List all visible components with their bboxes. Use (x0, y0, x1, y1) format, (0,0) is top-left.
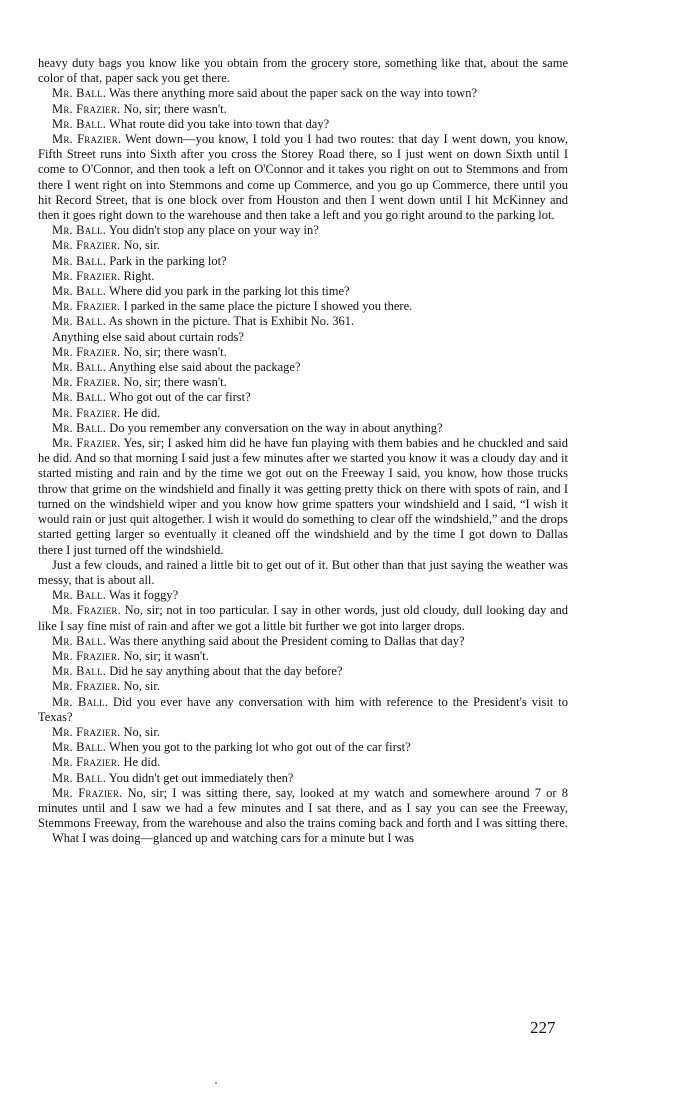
transcript-paragraph (38, 695, 568, 725)
paragraph-text: He did. (123, 755, 161, 770)
transcript-paragraph (38, 436, 568, 558)
paragraph-text: Park in the parking lot? (109, 253, 227, 268)
page-number: 227 (530, 1018, 556, 1037)
paragraph-text: Was there anything said about the President coming to Dallas that day? (109, 633, 465, 648)
paragraph-text: As shown in the picture. That is Exhibit No. 361. (108, 314, 355, 329)
paragraph-text: No, sir; not in too particular. I say in other words, just old cloudy, dull looking day and like I say fine mist of rain and after we got a little bit further we got into larger drops. (38, 603, 569, 633)
transcript-paragraph (38, 390, 568, 405)
speaker-label: Mr. Frazier. (52, 299, 121, 314)
speaker-label: Mr. Ball. (52, 116, 107, 131)
paragraph-text: Did you ever have any conversation with him with reference to the President's visit to Texas? (38, 694, 569, 724)
speaker-label: Mr. Frazier. (52, 679, 121, 694)
transcript-paragraph (38, 284, 568, 299)
speaker-label: Mr. Ball. (52, 284, 107, 299)
transcript-paragraph (38, 755, 568, 770)
transcript-paragraph (38, 102, 568, 117)
transcript-paragraph (38, 86, 568, 101)
transcript-paragraph (38, 588, 568, 603)
speaker-label: Mr. Ball. (52, 740, 107, 755)
paragraph-text: You didn't get out immediately then? (108, 770, 294, 785)
paragraph-text: What I was doing—glanced up and watching cars for a minute but I was (52, 831, 415, 846)
paragraph-text: You didn't stop any place on your way in? (108, 223, 319, 238)
paragraph-text: Went down—you know, I told you I had two routes: that day I went down, you know, Fifth Street runs into Sixth after you cross the Storey Road there, so I just went on down Sixth until I come to O'Connor, and then took a left on O'Connor and it takes you right on out to Stemmons and from there I went right on into Stemmons and come up Commerce, and you go up Commerce, there until you hit Record Street, that is one block over from Houston and then I went down until I hit McKinney and then it goes right down to the warehouse and then take a left and you go right around to the parking lot. (38, 132, 568, 223)
transcript-paragraph (38, 679, 568, 694)
speaker-label: Mr. Ball. (52, 360, 107, 375)
paragraph-text: No, sir; it wasn't. (123, 648, 209, 663)
paragraph-text: Right. (123, 268, 155, 283)
paragraph-text: No, sir. (123, 238, 160, 253)
transcript-paragraph (38, 314, 568, 329)
transcript-paragraph (38, 223, 568, 238)
paragraph-text: Was there anything more said about the paper sack on the way into town? (109, 86, 478, 101)
speaker-label: Mr. Frazier. (52, 603, 121, 618)
speaker-label: Mr. Frazier. (52, 405, 121, 420)
transcript-paragraph (38, 330, 568, 345)
transcript-paragraph (38, 421, 568, 436)
speaker-label: Mr. Ball. (52, 253, 107, 268)
transcript-paragraph (38, 345, 568, 360)
speaker-label: Mr. Frazier. (52, 101, 121, 116)
speaker-label: Mr. Ball. (52, 633, 107, 648)
speaker-label: Mr. Frazier. (52, 785, 123, 800)
speaker-label: Mr. Ball. (52, 314, 107, 329)
transcript-paragraph (38, 634, 568, 649)
speaker-label: Mr. Frazier. (52, 238, 121, 253)
transcript-paragraph (38, 664, 568, 679)
speaker-label: Mr. Frazier. (52, 724, 121, 739)
paragraph-text: Anything else said about curtain rods? (52, 329, 244, 344)
speaker-label: Mr. Frazier. (52, 436, 121, 451)
transcript-paragraph (38, 786, 568, 832)
speaker-label: Mr. Ball. (52, 770, 107, 785)
transcript-paragraph (38, 238, 568, 253)
speaker-label: Mr. Frazier. (52, 375, 121, 390)
paragraph-text: Who got out of the car first? (109, 390, 251, 405)
paragraph-text: Just a few clouds, and rained a little bit to get out of it. But other than that just saying the weather was messy, that is about all. (38, 557, 568, 587)
transcript-paragraph (38, 56, 568, 86)
paragraph-text: No, sir. (123, 679, 160, 694)
speaker-label: Mr. Frazier. (52, 344, 121, 359)
transcript-paragraph (38, 375, 568, 390)
scan-speck (215, 1082, 217, 1084)
paragraph-text: When you got to the parking lot who got out of the car first? (109, 740, 411, 755)
paragraph-text: Was it foggy? (109, 588, 179, 603)
speaker-label: Mr. Ball. (52, 694, 109, 709)
paragraph-text: heavy duty bags you know like you obtain from the grocery store, something like that, about the same color of that, paper sack you get there. (38, 56, 568, 86)
paragraph-text: He did. (123, 405, 161, 420)
testimony-transcript (38, 56, 568, 847)
transcript-paragraph (38, 269, 568, 284)
transcript-paragraph (38, 649, 568, 664)
speaker-label: Mr. Ball. (52, 588, 107, 603)
paragraph-text: No, sir; there wasn't. (123, 101, 227, 116)
paragraph-text: No, sir; there wasn't. (123, 344, 227, 359)
speaker-label: Mr. Frazier. (52, 648, 121, 663)
transcript-paragraph (38, 254, 568, 269)
transcript-paragraph (38, 132, 568, 223)
paragraph-text: I parked in the same place the picture I showed you there. (123, 299, 413, 314)
paragraph-text: Anything else said about the package? (108, 360, 301, 375)
transcript-paragraph (38, 117, 568, 132)
paragraph-text: Do you remember any conversation on the way in about anything? (109, 420, 443, 435)
speaker-label: Mr. Ball. (52, 390, 107, 405)
transcript-paragraph (38, 299, 568, 314)
speaker-label: Mr. Ball. (52, 664, 107, 679)
speaker-label: Mr. Ball. (52, 420, 107, 435)
transcript-paragraph (38, 831, 568, 846)
transcript-paragraph (38, 603, 568, 633)
paragraph-text: Did he say anything about that the day before? (109, 664, 343, 679)
speaker-label: Mr. Ball. (52, 223, 107, 238)
speaker-label: Mr. Frazier. (52, 268, 121, 283)
transcript-paragraph (38, 406, 568, 421)
paragraph-text: No, sir; there wasn't. (123, 375, 227, 390)
paragraph-text: Where did you park in the parking lot this time? (109, 284, 350, 299)
transcript-paragraph (38, 725, 568, 740)
transcript-paragraph (38, 558, 568, 588)
transcript-paragraph (38, 771, 568, 786)
paragraph-text: Yes, sir; I asked him did he have fun playing with them babies and he chuckled and said he did. And so that morning I said just a few minutes after we started you know it was a cloudy day and it started misting and rain and by the time we got out on the Freeway I said, you know, how those trucks throw that grime on the windshield and finally it was getting pretty thick on there with spots of rain, and I turned on the windshield wiper and you know how grime spatters your windshield and I said, “I wish it would rain or just quit altogether. I wish it would do something to clear off the windshield,” and the drops started getting larger so eventually it cleaned off the windshield and by the time I got down to Dallas there I just turned off the windshield. (38, 436, 568, 557)
paragraph-text: What route did you take into town that day? (109, 116, 330, 131)
transcript-paragraph (38, 740, 568, 755)
paragraph-text: No, sir; I was sitting there, say, looked at my watch and somewhere around 7 or 8 minutes until and I saw we had a few minutes and I sat there, and as I say you can see the Freeway, Stemmons Freeway, from the warehouse and also the trains coming back and forth and I was sitting there. (38, 785, 568, 831)
transcript-paragraph (38, 360, 568, 375)
speaker-label: Mr. Ball. (52, 86, 107, 101)
speaker-label: Mr. Frazier. (52, 755, 121, 770)
speaker-label: Mr. Frazier. (52, 132, 122, 147)
paragraph-text: No, sir. (123, 724, 160, 739)
